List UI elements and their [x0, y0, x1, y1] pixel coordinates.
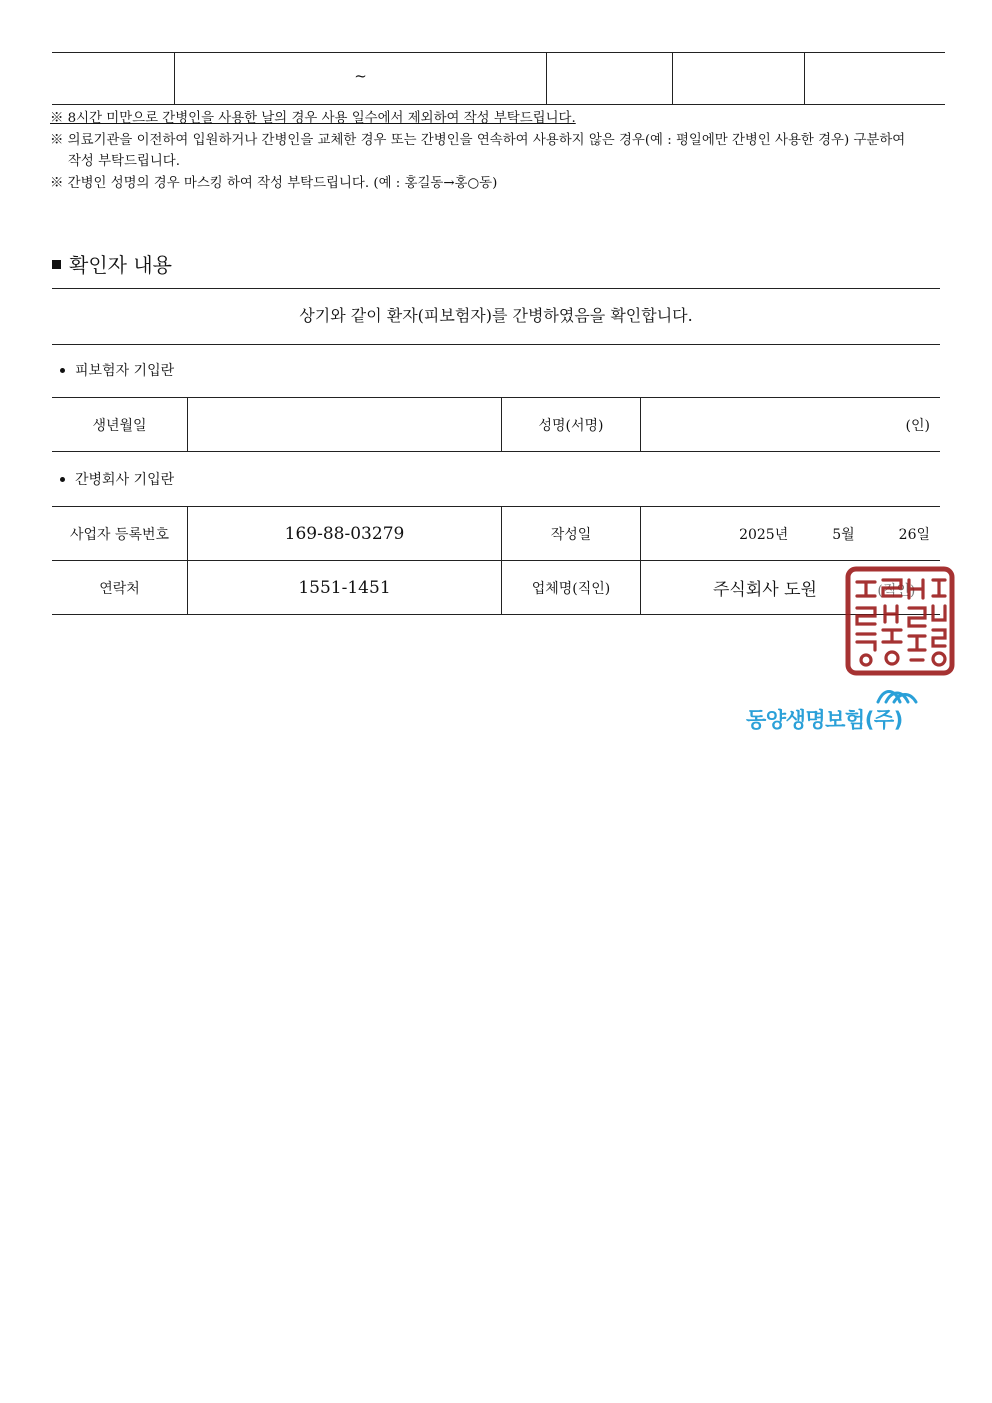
company-heading-text: 간병회사 기입란: [75, 472, 175, 488]
company-name-label: 업체명(직인): [502, 561, 641, 615]
period-separator: ~: [354, 67, 367, 85]
company-name-value: 주식회사 도원: [713, 580, 817, 600]
company-table: [52, 506, 940, 615]
wave-logo-icon: [876, 684, 918, 704]
name-label: 성명(서명): [502, 398, 641, 452]
insured-table: [52, 397, 940, 452]
bullet-icon: [60, 477, 65, 482]
note-item: ※ 간병인 성명의 경우 마스킹 하여 작성 부탁드립니다. (예 : 홍길동→홍○동): [50, 175, 498, 191]
stamp-mark: (직인): [877, 583, 916, 599]
note-item: ※ 의료기관을 이전하여 입원하거나 간병인을 교체한 경우 또는 간병인을 연속하여 사용하지 않은 경우(예 : 평일에만 간병인 사용한 경우) 구분하여: [50, 132, 906, 148]
caregiver-period-table: [52, 52, 945, 105]
section-title: [52, 249, 172, 278]
table-row: [52, 507, 940, 561]
section-title-text: 확인자 내용: [69, 253, 172, 277]
notes-block: [50, 108, 950, 194]
note-item: ※ 8시간 미만으로 간병인을 사용한 날의 경우 사용 일수에서 제외하여 작성 부탁드립니다.: [50, 111, 576, 126]
company-seal-stamp: [845, 566, 955, 676]
contact-value: 1551-1451: [188, 561, 502, 615]
birth-input[interactable]: [188, 398, 502, 452]
logo-text: 동양생명보험(주): [746, 708, 903, 732]
seal-mark: (인): [905, 417, 930, 434]
date-value: [641, 507, 941, 561]
insured-heading-text: 피보험자 기입란: [75, 363, 175, 379]
square-bullet-icon: [52, 260, 61, 269]
dongyang-life-logo: [746, 684, 916, 734]
biz-no-label: 사업자 등록번호: [52, 507, 188, 561]
table-divider: [804, 53, 805, 104]
table-row: [52, 398, 940, 452]
date-year: 2025년: [739, 526, 789, 543]
date-day: 26일: [898, 526, 930, 543]
table-divider: [672, 53, 673, 104]
confirmation-statement: 상기와 같이 환자(피보험자)를 간병하였음을 확인합니다.: [52, 288, 940, 345]
note-item: 작성 부탁드립니다.: [68, 154, 180, 169]
biz-no-value: 169-88-03279: [188, 507, 502, 561]
contact-label: 연락처: [52, 561, 188, 615]
company-heading: [60, 469, 174, 489]
birth-label: 생년월일: [52, 398, 188, 452]
table-row: [52, 561, 940, 615]
name-signature-input[interactable]: [641, 398, 941, 452]
bullet-icon: [60, 368, 65, 373]
date-label: 작성일: [502, 507, 641, 561]
insured-heading: [60, 360, 174, 380]
date-month: 5월: [832, 526, 855, 543]
